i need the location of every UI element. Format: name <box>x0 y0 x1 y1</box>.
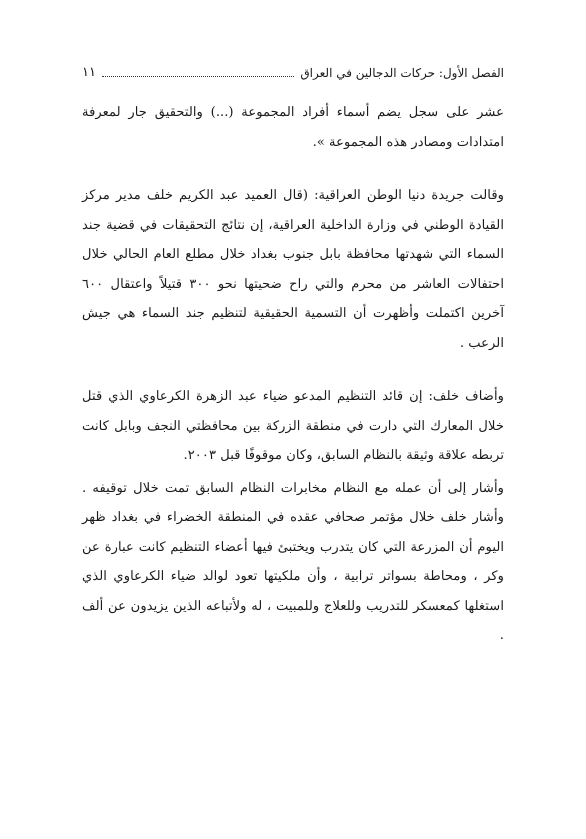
paragraph-4: وأشار إلى أن عمله مع النظام مخابرات النظام السابق تمت خلال توقيفه . وأشار خلف خلال مؤتمر صحافي عقده في المنطقة الخضراء في بغداد ظهر اليوم أن المزرعة التي كان يتدرب ويختبئ فيها أعضاء التنظيم كانت عبارة عن وكر ، ومحاطة بسواتر ترابية ، وأن ملكيتها تعود لوالد ضياء الكرعاوي الذي استغلها كمعسكر للتدريب وللعلاج وللمبيت ، له ولأتباعه الذين يزيدون عن ألف . <box>82 480 504 643</box>
paragraph-2: وقالت جريدة دنيا الوطن العراقية: (قال العميد عبد الكريم خلف مدير مركز القيادة الوطني في وزارة الداخلية العراقية، إن نتائج التحقيقات في قضية جند السماء التي شهدتها محافظة بابل جنوب بغداد خلال مطلع العام الحالي خلال احتفالات العاشر من محرم والتي راح ضحيتها نحو ٣٠٠ قتيلاً واعتقال ٦٠٠ آخرين اكتملت وأظهرت أن التسمية الحقيقية لتنظيم جند السماء هي جيش الرعب . <box>82 188 504 351</box>
paragraph-1: عشر على سجل يضم أسماء أفراد المجموعة (...) والتحقيق جار لمعرفة امتدادات ومصادر هذه المجموعة ». <box>82 105 504 150</box>
header-dotted-leader <box>102 75 294 77</box>
paragraph-spacer <box>82 157 504 181</box>
body-text <box>82 98 504 651</box>
paragraph-3: وأضاف خلف: إن قائد التنظيم المدعو ضياء عبد الزهرة الكرعاوي الذي قتل خلال المعارك التي دارت في منطقة الزركة بين محافظتي النجف وبابل كانت تربطه علاقة وثيقة بالنظام السابق، وكان موقوفًا قبل ٢٠٠٣. <box>82 389 504 463</box>
chapter-title: الفصل الأول: حركات الدجالين في العراق <box>300 66 504 80</box>
paragraph-spacer <box>82 358 504 382</box>
page-number: ١١ <box>82 65 96 80</box>
running-header <box>82 60 504 82</box>
